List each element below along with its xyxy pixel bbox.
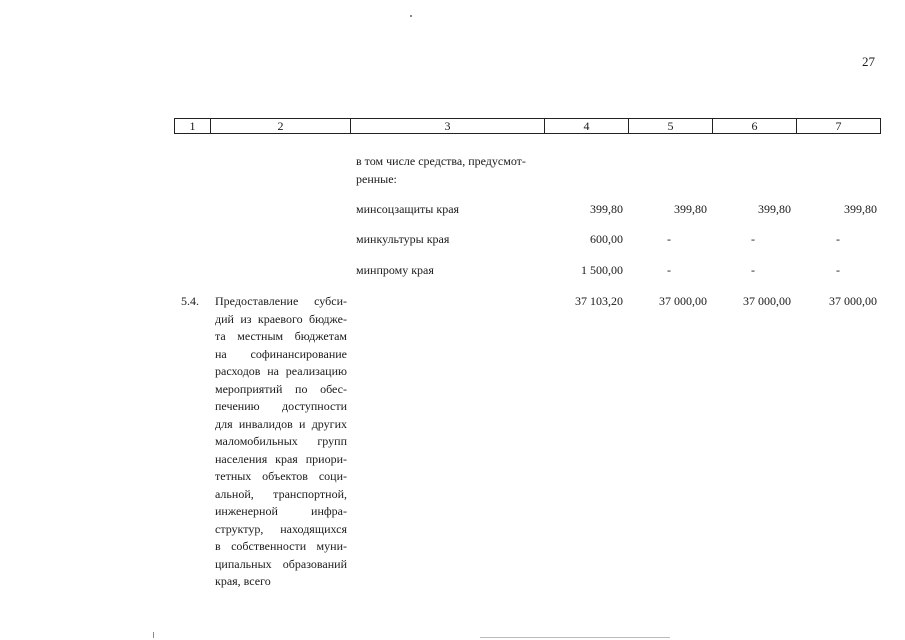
description-line: в собственности муни-	[215, 539, 347, 553]
row-name-minpromu: минпрому края	[356, 263, 434, 277]
header-cell-2: 2	[211, 119, 351, 133]
table-header-row	[174, 118, 881, 134]
including-label-line-1: в том числе средства, предусмот-	[356, 154, 526, 168]
row-value-col6: -	[751, 263, 755, 277]
page-number: 27	[862, 54, 875, 69]
header-cell-3: 3	[351, 119, 545, 133]
description-line: альной, транспортной,	[215, 486, 347, 501]
row-value-col5: -	[667, 263, 671, 277]
row-value-col6: -	[751, 232, 755, 246]
including-label-line-2: ренные:	[356, 172, 397, 186]
row-value-col7: -	[836, 263, 840, 277]
description-line: структур, находящихся	[215, 521, 347, 536]
description-line: ципальных образований	[215, 556, 347, 571]
header-cell-4: 4	[545, 119, 629, 133]
row-name-minsoczashity: минсоцзащиты края	[356, 202, 460, 216]
description-line: населения края приори-	[215, 451, 347, 466]
item-description	[215, 293, 347, 591]
description-line: Предоставление субси-	[215, 294, 347, 308]
header-cell-7: 7	[835, 119, 842, 133]
description-line: края, всего	[215, 574, 271, 588]
item-value-col5: 37 000,00	[659, 294, 707, 308]
description-line: печению доступности	[215, 399, 347, 413]
row-name-minkultury: минкультуры края	[356, 232, 450, 246]
row-value-col5: -	[667, 232, 671, 246]
row-value-col5: 399,80	[674, 202, 707, 216]
row-value-col6: 399,80	[758, 202, 791, 216]
row-value-col4: 1 500,00	[581, 263, 623, 277]
row-value-col4: 600,00	[590, 232, 623, 246]
description-line: инженерной инфра-	[215, 504, 347, 518]
item-value-col4: 37 103,20	[575, 294, 623, 308]
description-line: дий из краевого бюдже-	[215, 311, 347, 326]
description-line: маломобильных групп	[215, 434, 347, 448]
header-cell-5: 5	[629, 119, 713, 133]
description-line: на софинансирование	[215, 346, 347, 361]
scan-speck	[153, 632, 154, 638]
header-cell-6: 6	[713, 119, 797, 133]
description-line: та местным бюджетам	[215, 329, 347, 343]
scan-speck	[410, 15, 412, 17]
row-value-col4: 399,80	[590, 202, 623, 216]
description-line: расходов на реализацию	[215, 364, 347, 378]
row-value-col7: -	[836, 232, 840, 246]
row-value-col7: 399,80	[844, 202, 877, 216]
description-line: мероприятий по обес-	[215, 381, 347, 396]
description-line: для инвалидов и других	[215, 416, 347, 431]
scan-speck	[480, 637, 670, 638]
item-value-col7: 37 000,00	[829, 294, 877, 308]
item-number: 5.4.	[181, 294, 199, 308]
description-line: тетных объектов соци-	[215, 469, 347, 483]
header-cell-1: 1	[175, 119, 211, 133]
item-value-col6: 37 000,00	[743, 294, 791, 308]
